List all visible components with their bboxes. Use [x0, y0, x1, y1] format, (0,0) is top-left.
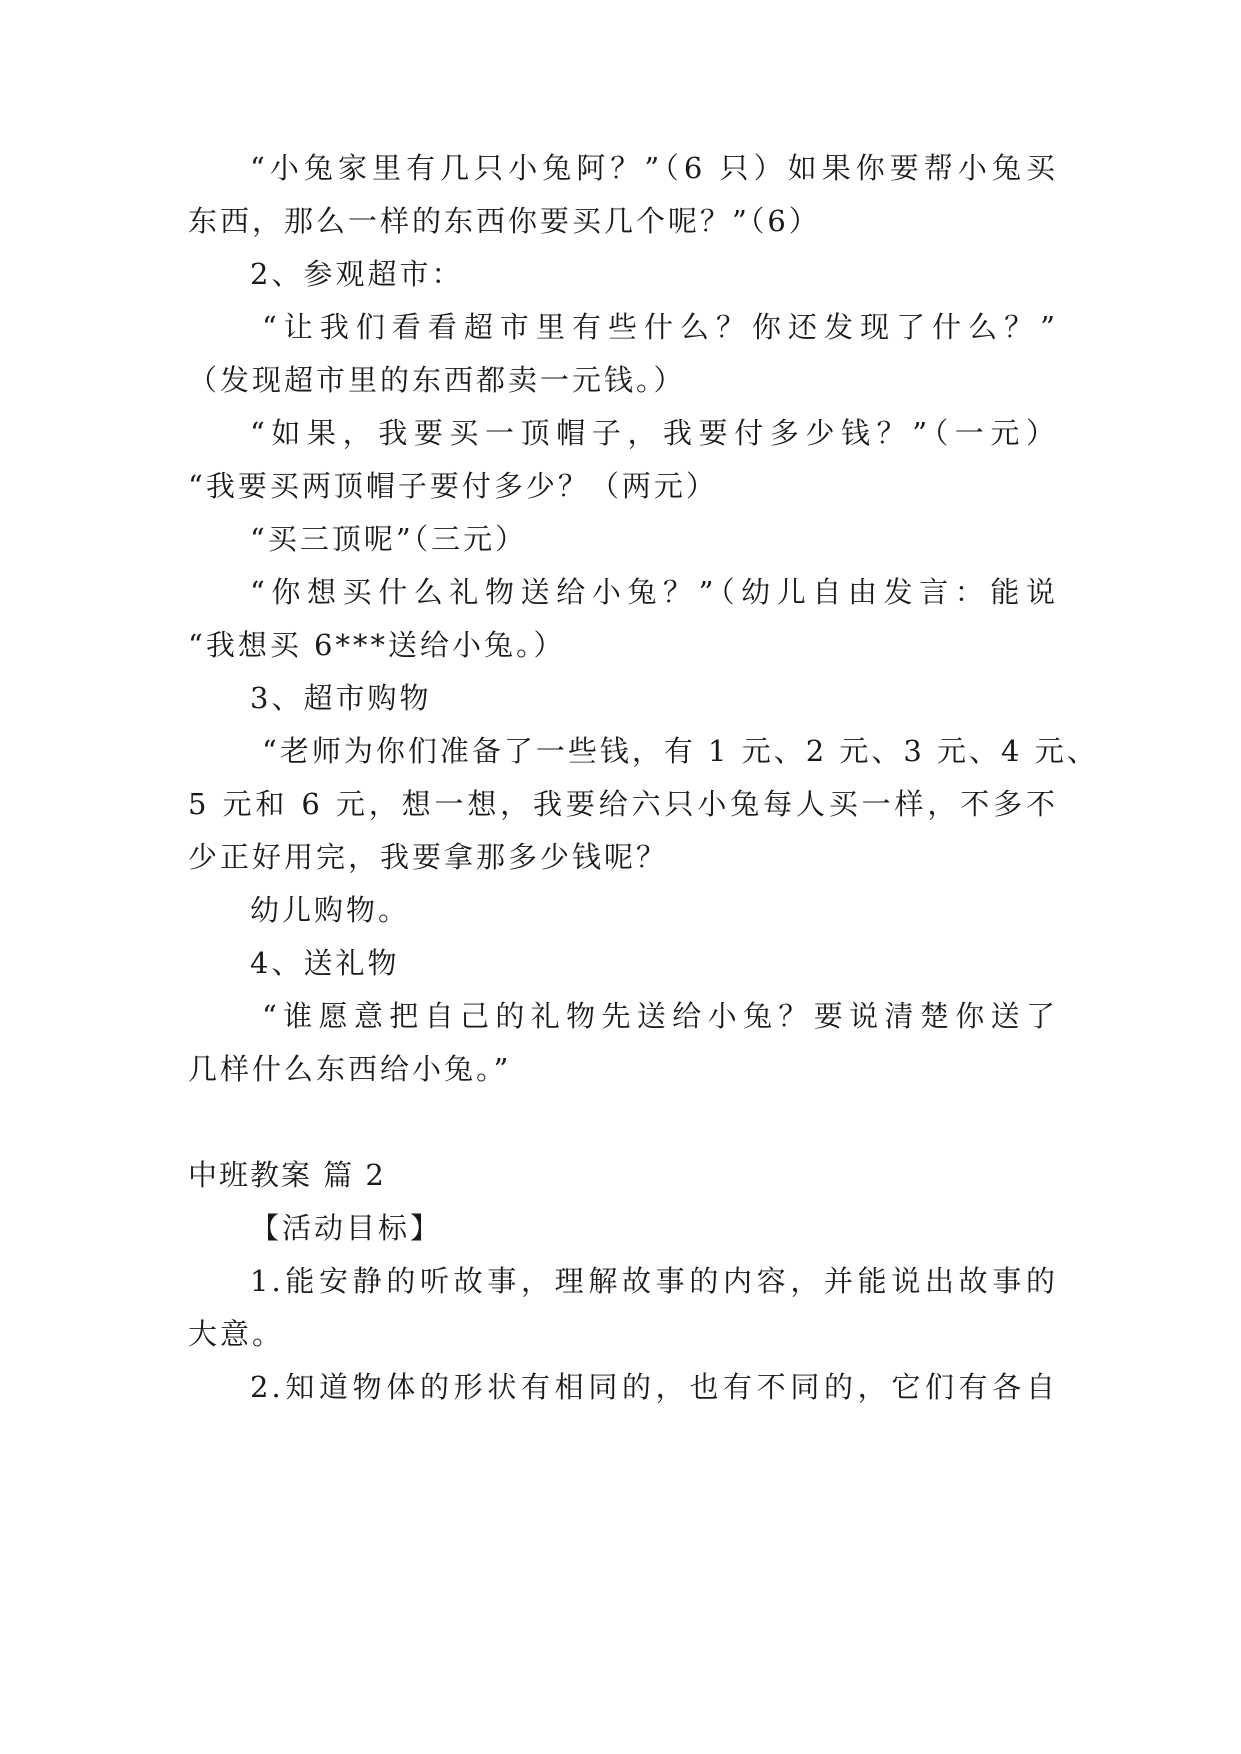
paragraph-line: 1.能安静的听故事，理解故事的内容，并能说出故事的 — [250, 1264, 1058, 1298]
paragraph-line: （发现超市里的东西都卖一元钱。） — [188, 363, 686, 397]
section-heading: 4、送礼物 — [250, 946, 400, 980]
paragraph-line: “你想买什么礼物送给小兔？”（幼儿自由发言：能说 — [250, 575, 1058, 609]
paragraph-line: “谁愿意把自己的礼物先送给小兔？要说清楚你送了 — [262, 999, 1058, 1033]
lesson-title: 中班教案 篇 2 — [188, 1158, 386, 1192]
paragraph-line: 几样什么东西给小兔。” — [188, 1052, 512, 1086]
paragraph-line: 5 元和 6 元，想一想，我要给六只小兔每人买一样，不多不 — [188, 787, 1058, 821]
paragraph-line: 东西，那么一样的东西你要买几个呢？”（6） — [188, 204, 821, 238]
paragraph-line: “我要买两顶帽子要付多少？（两元） — [188, 469, 718, 503]
paragraph-line: 大意。 — [188, 1317, 285, 1351]
section-heading: 3、超市购物 — [250, 681, 432, 715]
paragraph-line: “小兔家里有几只小兔阿？”（6 只）如果你要帮小兔买 — [250, 151, 1058, 185]
paragraph-line: “我想买 6***送给小兔。） — [188, 628, 566, 662]
paragraph-line: 2.知道物体的形状有相同的，也有不同的，它们有各自 — [250, 1370, 1058, 1404]
paragraph-line: “老师为你们准备了一些钱，有 1 元、2 元、3 元、4 元、 — [262, 734, 1099, 768]
paragraph-line: “买三顶呢”（三元） — [250, 522, 528, 556]
paragraph-line: 少正好用完，我要拿那多少钱呢？ — [188, 840, 669, 874]
section-heading: 【活动目标】 — [250, 1211, 443, 1245]
section-heading: 2、参观超市： — [250, 257, 464, 291]
paragraph-line: 幼儿购物。 — [250, 893, 411, 927]
paragraph-line: “如果，我要买一顶帽子，我要付多少钱？”（一元） — [250, 416, 1058, 450]
paragraph-line: “让我们看看超市里有些什么？你还发现了什么？” — [262, 310, 1058, 344]
